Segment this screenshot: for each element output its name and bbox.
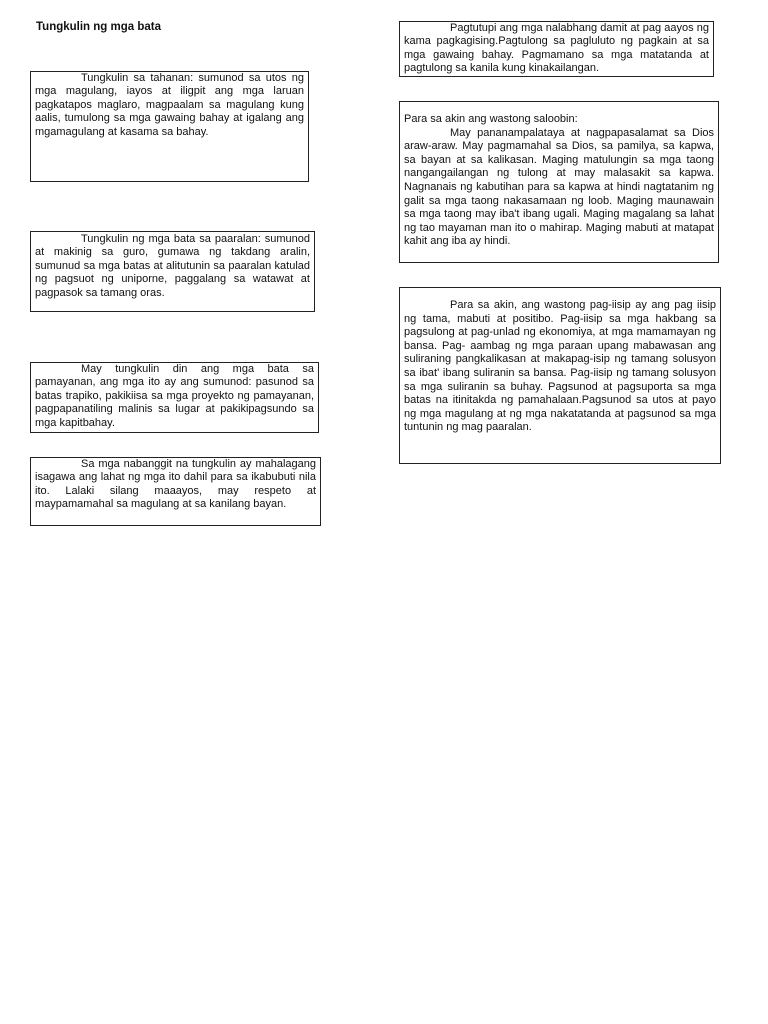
summary-box [30,457,321,526]
household-chores-box [399,21,714,77]
community-duties-text: May tungkulin din ang mga bata sa pamayanan, ang mga ito ay ang sumunod: pasunod sa batas trapiko, pakikiisa sa mga proyekto ng pamayanan, pagpapanatiling malinis sa lugar at pakikipagsundo sa mga kapitbahay. [35,363,314,429]
summary-text: Sa mga nabanggit na tungkulin ay mahalagang isagawa ang lahat ng mga ito dahil para sa ikabubuti nila ito. Lalaki silang maaayos, may respeto at maypamamahal sa magulang at sa kanilang bayan. [35,458,316,511]
proper-thinking-text: Para sa akin, ang wastong pag-iisip ay ang pag iisip ng tama, mabuti at positibo. Pag-iisip sa mga hakbang sa pagsulong at pag-unlad ng ekonomiya, at mga mamamayan ng bansa. Pag- aambag ng mga paraan upang mabawasan ang suliraning pangkalikasan at makapag-isip ng tamang solusyon sa ibat' ibang suliranin sa bansa. Pag-iisip ng tamang solusyon sa mga suliranin sa buhay. Pagsunod at pagsuporta sa mga batas na itinitakda ng pamahalaan.Pagsunod sa utos at payo ng mga magulang at ng mga nakatatanda at pagsunod sa mga tuntunin ng mag paaralan. [404,299,716,434]
proper-thinking-box [399,287,721,464]
proper-attitude-intro: Para sa akin ang wastong saloobin: [404,113,578,125]
home-duties-text: Tungkulin sa tahanan: sumunod sa utos ng mga magulang, iayos at iligpit ang mga laruan pagkatapos maglaro, magpaalam sa magulang kung aalis, tumulong sa mga gawaing bahay at igalang ang mgamagulang at kasama sa bahay. [35,72,304,138]
school-duties-box [30,231,315,312]
proper-attitude-text: May pananampalataya at nagpapasalamat sa Dios araw-araw. May pagmamahal sa Dios, sa pamilya, sa kapwa, sa bayan at sa kalikasan. Maging matulungin sa mga taong nangangailangan ng tulong at may malasakit sa kapwa. Nagnanais ng kabutihan para sa kapwa at hindi nagtatanim ng galit sa mga taong nakasamaan ng loob. Maging maunawain sa mga taong may iba't ibang ugali. Maging magalang sa lahat ng tao mayaman man ito o mahirap. Maging mabuti at matapat kahit ang iba ay hindi. [404,126,714,248]
household-chores-text: Pagtutupi ang mga nalabhang damit at pag aayos ng kama pagkagising.Pagtulong sa pagluluto ng pagkain at sa mga gawaing bahay. Pagmamano sa mga matatanda at pagtulong sa kanila kung kinakailangan. [404,22,709,75]
proper-attitude-box [399,101,719,263]
school-duties-text: Tungkulin ng mga bata sa paaralan: sumunod at makinig sa guro, gumawa ng takdang aralin, sumunud sa mga batas at alitutunin sa paaralan katulad ng pagsuot ng uniporne, paggalang sa watawat at pagpasok sa tamang oras. [35,233,310,299]
page-title: Tungkulin ng mga bata [36,21,162,33]
home-duties-box [30,71,309,182]
community-duties-box [30,362,319,433]
